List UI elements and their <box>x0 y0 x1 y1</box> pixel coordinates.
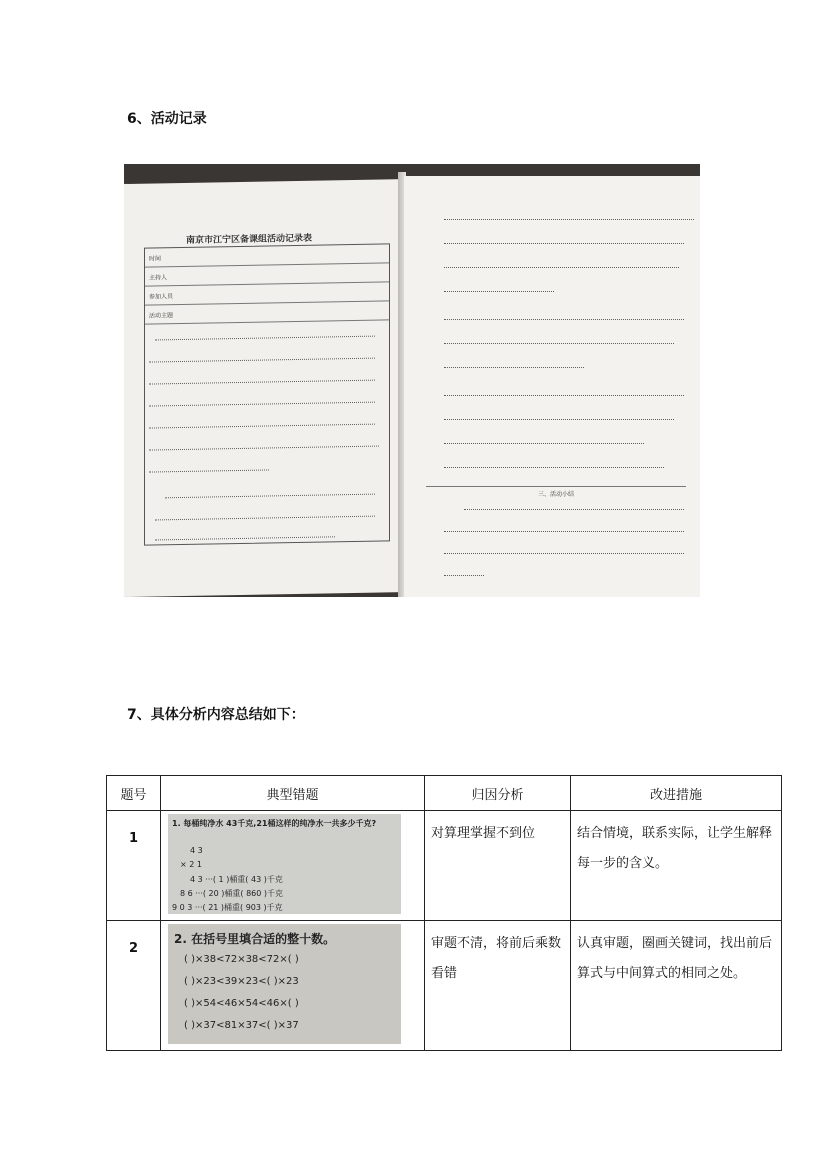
photo-row-label: 活动主题 <box>149 312 174 320</box>
improvement-measure: 认真审题，圈画关键词，找出前后算式与中间算式的相同之处。 <box>571 921 782 1051</box>
photo-form-title: 南京市江宁区备课组活动记录表 <box>186 233 313 246</box>
error-photo-2: 2. 在括号里填合适的整十数。 ( )×38<72×38<72×( ) ( )×23<39×23<( )×23 ( )×54<46×54<46×( ) ( )×37<81×37<( )×37 <box>168 924 401 1044</box>
photo-left-page <box>124 179 402 597</box>
table-header-row <box>107 776 782 811</box>
photo-form-grid <box>144 243 390 545</box>
table-row <box>107 811 782 921</box>
header-typical-error: 典型错题 <box>161 776 425 811</box>
photo-row-label: 时间 <box>149 255 162 263</box>
section-heading-analysis: 7、具体分析内容总结如下： <box>127 707 305 723</box>
table-row <box>107 921 782 1051</box>
error-photo-1: 1. 每桶纯净水 43千克,21桶这样的纯净水一共多少千克? 4 3 × 2 1 4 3 ···( 1 )桶重( 43 )千克 8 6 ···( 20 )桶重( 860 )千克 9 0 3 ···( 21 )桶重( 903 )千克 <box>168 814 401 914</box>
header-question-number: 题号 <box>107 776 161 811</box>
header-improvement: 改进措施 <box>571 776 782 811</box>
error-analysis-table <box>106 775 782 1051</box>
improvement-measure: 结合情境，联系实际，让学生解释每一步的含义。 <box>571 811 782 921</box>
cause-analysis: 对算理掌握不到位 <box>425 811 571 921</box>
photo-row-label: 参加人员 <box>149 293 174 301</box>
question-number: 1 <box>107 811 161 921</box>
photo-summary-label: 三、活动小结 <box>426 486 686 498</box>
typical-error-cell <box>161 811 425 921</box>
activity-record-photo <box>124 164 700 597</box>
photo-right-page <box>404 176 700 597</box>
typical-error-cell <box>161 921 425 1051</box>
section-heading-activity-record: 6、活动记录 <box>127 111 207 127</box>
header-cause-analysis: 归因分析 <box>425 776 571 811</box>
question-number: 2 <box>107 921 161 1051</box>
cause-analysis: 审题不清，将前后乘数看错 <box>425 921 571 1051</box>
photo-row-label: 主持人 <box>149 274 168 282</box>
